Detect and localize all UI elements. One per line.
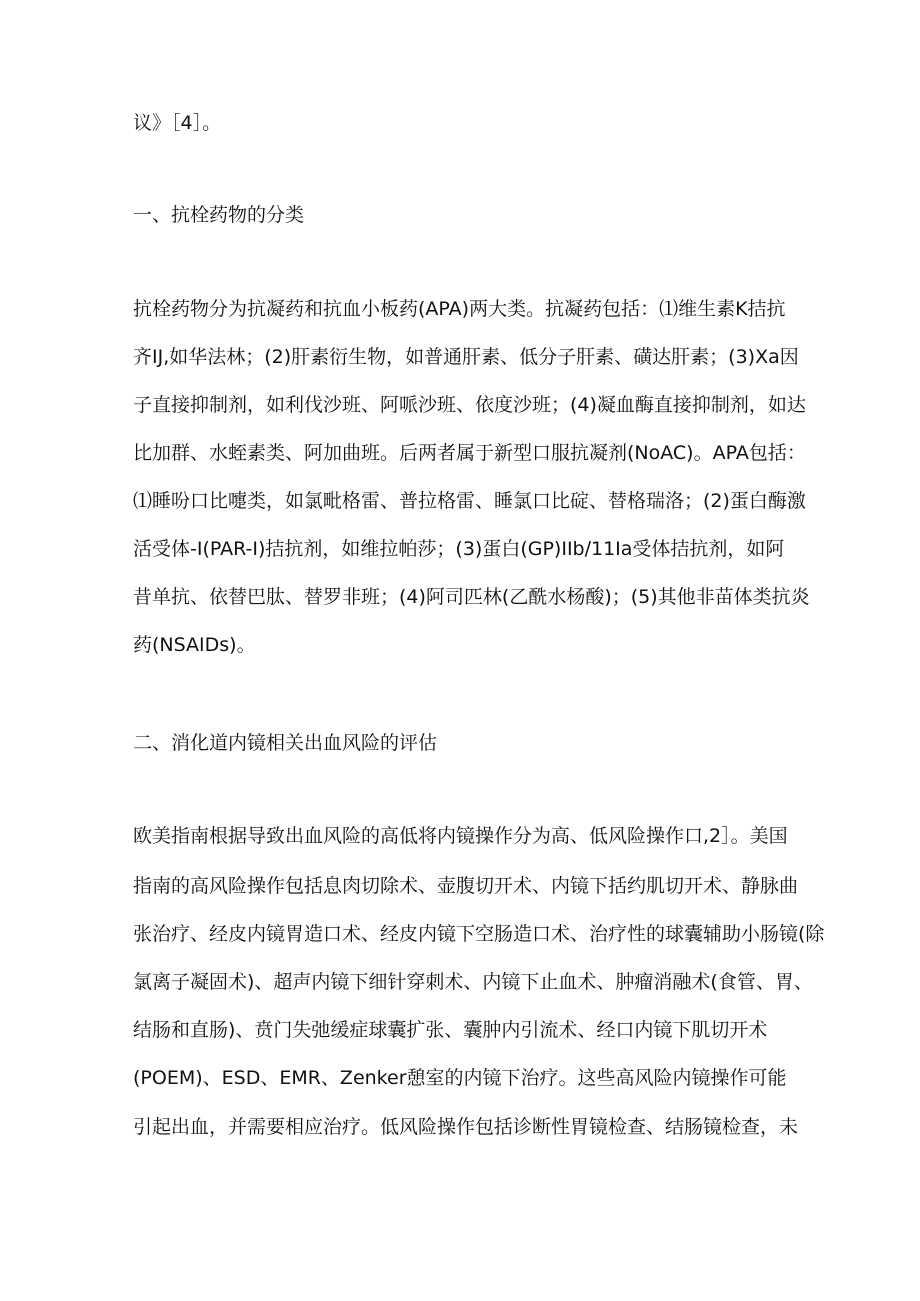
section-2-line-4: 氯离子凝固术)、超声内镜下细针穿刺术、内镜下止血术、肿瘤消融术(食管、胃、: [133, 971, 813, 993]
section-1-line-1: 抗栓药物分为抗凝药和抗血小板药(APA)两大类。抗凝药包括：⑴维生素K拮抗: [133, 298, 786, 320]
section-1-line-3: 子直接抑制剂，如利伐沙班、阿哌沙班、依度沙班；(4)凝血酶直接抑制剂，如达: [133, 394, 806, 416]
section-2-line-2: 指南的高风险操作包括息肉切除术、壶腹切开术、内镜下括约肌切开术、静脉曲: [133, 875, 799, 897]
section-1-line-8: 药(NSAIDs)。: [133, 634, 256, 656]
section-2-heading: 二、消化道内镜相关出血风险的评估: [133, 732, 438, 754]
section-2-line-1: 欧美指南根据导致出血风险的高低将内镜操作分为高、低风险操作口,2］。美国: [133, 825, 788, 847]
section-1-line-7: 昔单抗、依替巴肽、替罗非班；(4)阿司匹林(乙酰水杨酸)；(5)其他非苗体类抗炎: [133, 586, 810, 608]
section-1-heading: 一、抗栓药物的分类: [133, 204, 305, 226]
section-2-line-7: 引起出血，并需要相应治疗。低风险操作包括诊断性胃镜检查、结肠镜检查，未: [133, 1116, 799, 1138]
section-1-line-2: 齐IJ,如华法林；(2)肝素衍生物，如普通肝素、低分子肝素、磺达肝素；(3)Xa因: [133, 346, 799, 368]
section-2-line-5: 结肠和直肠)、贲门失弛缓症球囊扩张、囊肿内引流术、经口内镜下肌切开术: [133, 1019, 768, 1041]
section-1-line-4: 比加群、水蛭素类、阿加曲班。后两者属于新型口服抗凝剂(NoAC)。APA包括：: [133, 442, 806, 464]
section-1-line-6: 活受体-I(PAR-I)拮抗剂，如维拉帕莎；(3)蛋白(GP)IIb∕11Ia受体拮抗剂，如阿: [133, 538, 785, 560]
section-2-line-3: 张治疗、经皮内镜胃造口术、经皮内镜下空肠造口术、治疗性的球囊辅助小肠镜(除: [133, 923, 825, 945]
section-2-line-6: (POEM)、ESD、EMR、Zenker憩室的内镜下治疗。这些高风险内镜操作可能: [133, 1067, 787, 1089]
section-1-line-5: ⑴睡吩口比嚏类，如氯毗格雷、普拉格雷、睡氯口比碇、替格瑞洛；(2)蛋白酶激: [133, 490, 806, 512]
intro-tail-text: 议》［4］。: [133, 112, 222, 134]
